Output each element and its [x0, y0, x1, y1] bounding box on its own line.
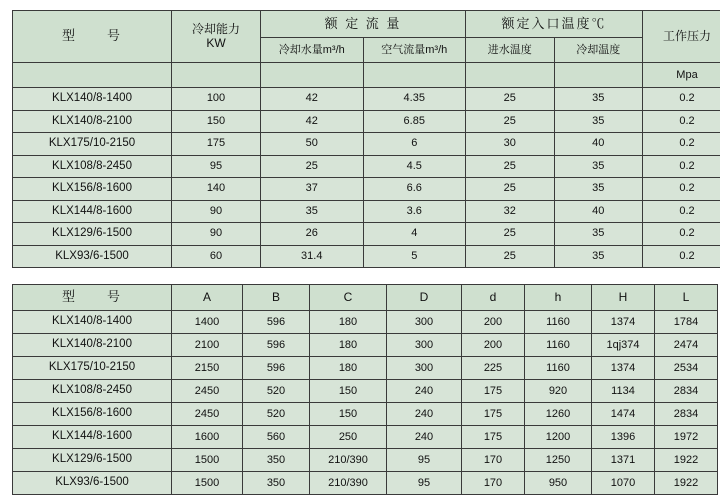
cell-d-lower: 175	[462, 403, 525, 426]
cell-d-lower: 175	[462, 380, 525, 403]
header-rated-inlet-temp: 额定入口温度℃	[466, 11, 643, 38]
cell-model: KLX140/8-2100	[13, 110, 172, 133]
header-d-upper: D	[387, 285, 462, 311]
header-cooling-capacity-unit: KW	[172, 37, 260, 51]
cell-pressure: 0.2	[643, 88, 720, 111]
cell-model: KLX108/8-2450	[13, 155, 172, 178]
cell-d-upper: 95	[387, 449, 462, 472]
cell-h-lower: 1160	[525, 334, 592, 357]
table-row	[13, 403, 718, 426]
cell-a: 2450	[172, 380, 243, 403]
cell-h-upper: 1396	[592, 426, 655, 449]
cell-model: KLX129/6-1500	[13, 223, 172, 246]
cell-model: KLX108/8-2450	[13, 380, 172, 403]
cell-water-flow: 37	[261, 178, 364, 201]
header-rated-flow: 额 定 流 量	[261, 11, 466, 38]
header-h-lower: h	[525, 285, 592, 311]
cell-h-upper: 1371	[592, 449, 655, 472]
table-row	[13, 357, 718, 380]
cell-pressure: 0.2	[643, 245, 720, 268]
cell-l: 2834	[655, 403, 718, 426]
cell-water-flow: 42	[261, 110, 364, 133]
cell-c: 250	[310, 426, 387, 449]
cell-l: 2534	[655, 357, 718, 380]
cell-c: 180	[310, 311, 387, 334]
cell-water-flow: 25	[261, 155, 364, 178]
header-b: B	[243, 285, 310, 311]
cell-h-lower: 950	[525, 472, 592, 495]
cell-l: 1972	[655, 426, 718, 449]
cell-a: 2450	[172, 403, 243, 426]
cell-pressure: 0.2	[643, 110, 720, 133]
table-row	[13, 110, 720, 133]
cell-cooling-temp: 35	[554, 178, 643, 201]
table-row	[13, 155, 720, 178]
cell-water-flow: 35	[261, 200, 364, 223]
cell-water-flow: 42	[261, 88, 364, 111]
cell-kw: 150	[172, 110, 261, 133]
cell-water-inlet-temp: 25	[466, 155, 555, 178]
header-cooling-temp: 冷却温度	[554, 38, 643, 63]
table-row	[13, 223, 720, 246]
cell-cooling-temp: 35	[554, 223, 643, 246]
cell-kw: 140	[172, 178, 261, 201]
cell-water-inlet-temp: 30	[466, 133, 555, 156]
cell-model: KLX93/6-1500	[13, 245, 172, 268]
cell-air-flow: 5	[363, 245, 466, 268]
cell-water-inlet-temp: 25	[466, 110, 555, 133]
cell-h-lower: 1200	[525, 426, 592, 449]
cell-l: 1922	[655, 472, 718, 495]
cell-water-flow: 31.4	[261, 245, 364, 268]
header-a: A	[172, 285, 243, 311]
cell-water-inlet-temp: 25	[466, 88, 555, 111]
cell-c: 210/390	[310, 449, 387, 472]
table-row	[13, 200, 720, 223]
cell-kw: 175	[172, 133, 261, 156]
cell-h-upper: 1474	[592, 403, 655, 426]
cell-kw: 100	[172, 88, 261, 111]
cell-h-lower: 1250	[525, 449, 592, 472]
cell-cooling-temp: 35	[554, 155, 643, 178]
cell-d-upper: 95	[387, 472, 462, 495]
cell-a: 2100	[172, 334, 243, 357]
cell-h-lower: 1160	[525, 357, 592, 380]
cell-model: KLX129/6-1500	[13, 449, 172, 472]
cell-c: 150	[310, 380, 387, 403]
cell-kw: 90	[172, 223, 261, 246]
cell-b: 350	[243, 449, 310, 472]
header-working-pressure	[643, 11, 720, 63]
cell-air-flow: 6.85	[363, 110, 466, 133]
cell-cooling-temp: 35	[554, 110, 643, 133]
cell-d-lower: 170	[462, 472, 525, 495]
cell-water-inlet-temp: 32	[466, 200, 555, 223]
cell-h-lower: 920	[525, 380, 592, 403]
cell-d-upper: 240	[387, 403, 462, 426]
cell-a: 1400	[172, 311, 243, 334]
cell-d-upper: 300	[387, 311, 462, 334]
cell-cooling-temp: 40	[554, 133, 643, 156]
cell-l: 1784	[655, 311, 718, 334]
table-row	[13, 245, 720, 268]
cell-model: KLX140/8-1400	[13, 88, 172, 111]
cell-d-upper: 240	[387, 380, 462, 403]
cell-cooling-temp: 35	[554, 245, 643, 268]
cell-a: 1500	[172, 472, 243, 495]
cell-h-upper: 1374	[592, 311, 655, 334]
header-cooling-capacity-line1: 冷却能力	[172, 23, 260, 37]
cell-pressure: 0.2	[643, 223, 720, 246]
header-pressure-unit: Mpa	[643, 63, 720, 88]
cell-d-lower: 175	[462, 426, 525, 449]
table-row	[13, 472, 718, 495]
header-spacer-air	[363, 63, 466, 88]
cell-model: KLX156/8-1600	[13, 178, 172, 201]
cell-h-upper: 1070	[592, 472, 655, 495]
table-row	[13, 311, 718, 334]
table-row	[13, 88, 720, 111]
table-header-row	[13, 285, 718, 311]
cell-air-flow: 6	[363, 133, 466, 156]
table-row	[13, 449, 718, 472]
cell-d-lower: 170	[462, 449, 525, 472]
cell-water-inlet-temp: 25	[466, 178, 555, 201]
cell-water-flow: 50	[261, 133, 364, 156]
cell-h-upper: 1134	[592, 380, 655, 403]
table-header-row-1	[13, 11, 720, 38]
cell-model: KLX175/10-2150	[13, 133, 172, 156]
cell-c: 180	[310, 357, 387, 380]
header-spacer-model	[13, 63, 172, 88]
header-model: 型 号	[13, 11, 172, 63]
cell-d-lower: 200	[462, 311, 525, 334]
table-row	[13, 133, 720, 156]
cell-model: KLX140/8-1400	[13, 311, 172, 334]
table-row	[13, 334, 718, 357]
header-model: 型 号	[13, 285, 172, 311]
cell-cooling-temp: 40	[554, 200, 643, 223]
cell-kw: 90	[172, 200, 261, 223]
table-row	[13, 178, 720, 201]
table-row	[13, 426, 718, 449]
cell-model: KLX140/8-2100	[13, 334, 172, 357]
cell-h-upper: 1qj374	[592, 334, 655, 357]
header-working-pressure-label: 工作压力	[643, 30, 720, 44]
header-water-inlet-temp: 进水温度	[466, 38, 555, 63]
cell-h-lower: 1160	[525, 311, 592, 334]
cell-h-upper: 1374	[592, 357, 655, 380]
cell-a: 1600	[172, 426, 243, 449]
cell-c: 180	[310, 334, 387, 357]
cell-d-lower: 200	[462, 334, 525, 357]
header-l: L	[655, 285, 718, 311]
cell-air-flow: 3.6	[363, 200, 466, 223]
cell-pressure: 0.2	[643, 133, 720, 156]
cell-water-inlet-temp: 25	[466, 245, 555, 268]
cell-model: KLX93/6-1500	[13, 472, 172, 495]
cell-air-flow: 4.5	[363, 155, 466, 178]
cell-a: 1500	[172, 449, 243, 472]
table-row	[13, 380, 718, 403]
cell-b: 596	[243, 357, 310, 380]
header-spacer-cool	[554, 63, 643, 88]
cell-d-upper: 240	[387, 426, 462, 449]
cell-air-flow: 4.35	[363, 88, 466, 111]
header-d-lower: d	[462, 285, 525, 311]
header-c: C	[310, 285, 387, 311]
cell-b: 520	[243, 380, 310, 403]
cell-kw: 95	[172, 155, 261, 178]
cell-b: 560	[243, 426, 310, 449]
cell-model: KLX156/8-1600	[13, 403, 172, 426]
cell-c: 150	[310, 403, 387, 426]
header-spacer-water	[261, 63, 364, 88]
cell-c: 210/390	[310, 472, 387, 495]
cell-d-upper: 300	[387, 334, 462, 357]
header-air-flow: 空气流量m³/h	[363, 38, 466, 63]
cell-b: 350	[243, 472, 310, 495]
cell-cooling-temp: 35	[554, 88, 643, 111]
cell-b: 596	[243, 311, 310, 334]
cell-kw: 60	[172, 245, 261, 268]
cell-a: 2150	[172, 357, 243, 380]
cell-d-upper: 300	[387, 357, 462, 380]
cell-l: 2474	[655, 334, 718, 357]
cell-air-flow: 4	[363, 223, 466, 246]
cell-water-flow: 26	[261, 223, 364, 246]
cell-pressure: 0.2	[643, 200, 720, 223]
cell-l: 1922	[655, 449, 718, 472]
cell-h-lower: 1260	[525, 403, 592, 426]
header-h-upper: H	[592, 285, 655, 311]
cell-b: 520	[243, 403, 310, 426]
table-header-row-3	[13, 63, 720, 88]
dimensions-table	[12, 284, 718, 495]
cell-model: KLX175/10-2150	[13, 357, 172, 380]
header-spacer-kw	[172, 63, 261, 88]
cell-l: 2834	[655, 380, 718, 403]
cell-pressure: 0.2	[643, 155, 720, 178]
cell-water-inlet-temp: 25	[466, 223, 555, 246]
cell-air-flow: 6.6	[363, 178, 466, 201]
cell-d-lower: 225	[462, 357, 525, 380]
header-spacer-win	[466, 63, 555, 88]
cell-model: KLX144/8-1600	[13, 426, 172, 449]
header-cooling-capacity	[172, 11, 261, 63]
header-water-flow: 冷却水量m³/h	[261, 38, 364, 63]
performance-table	[12, 10, 720, 268]
cell-model: KLX144/8-1600	[13, 200, 172, 223]
cell-b: 596	[243, 334, 310, 357]
cell-pressure: 0.2	[643, 178, 720, 201]
